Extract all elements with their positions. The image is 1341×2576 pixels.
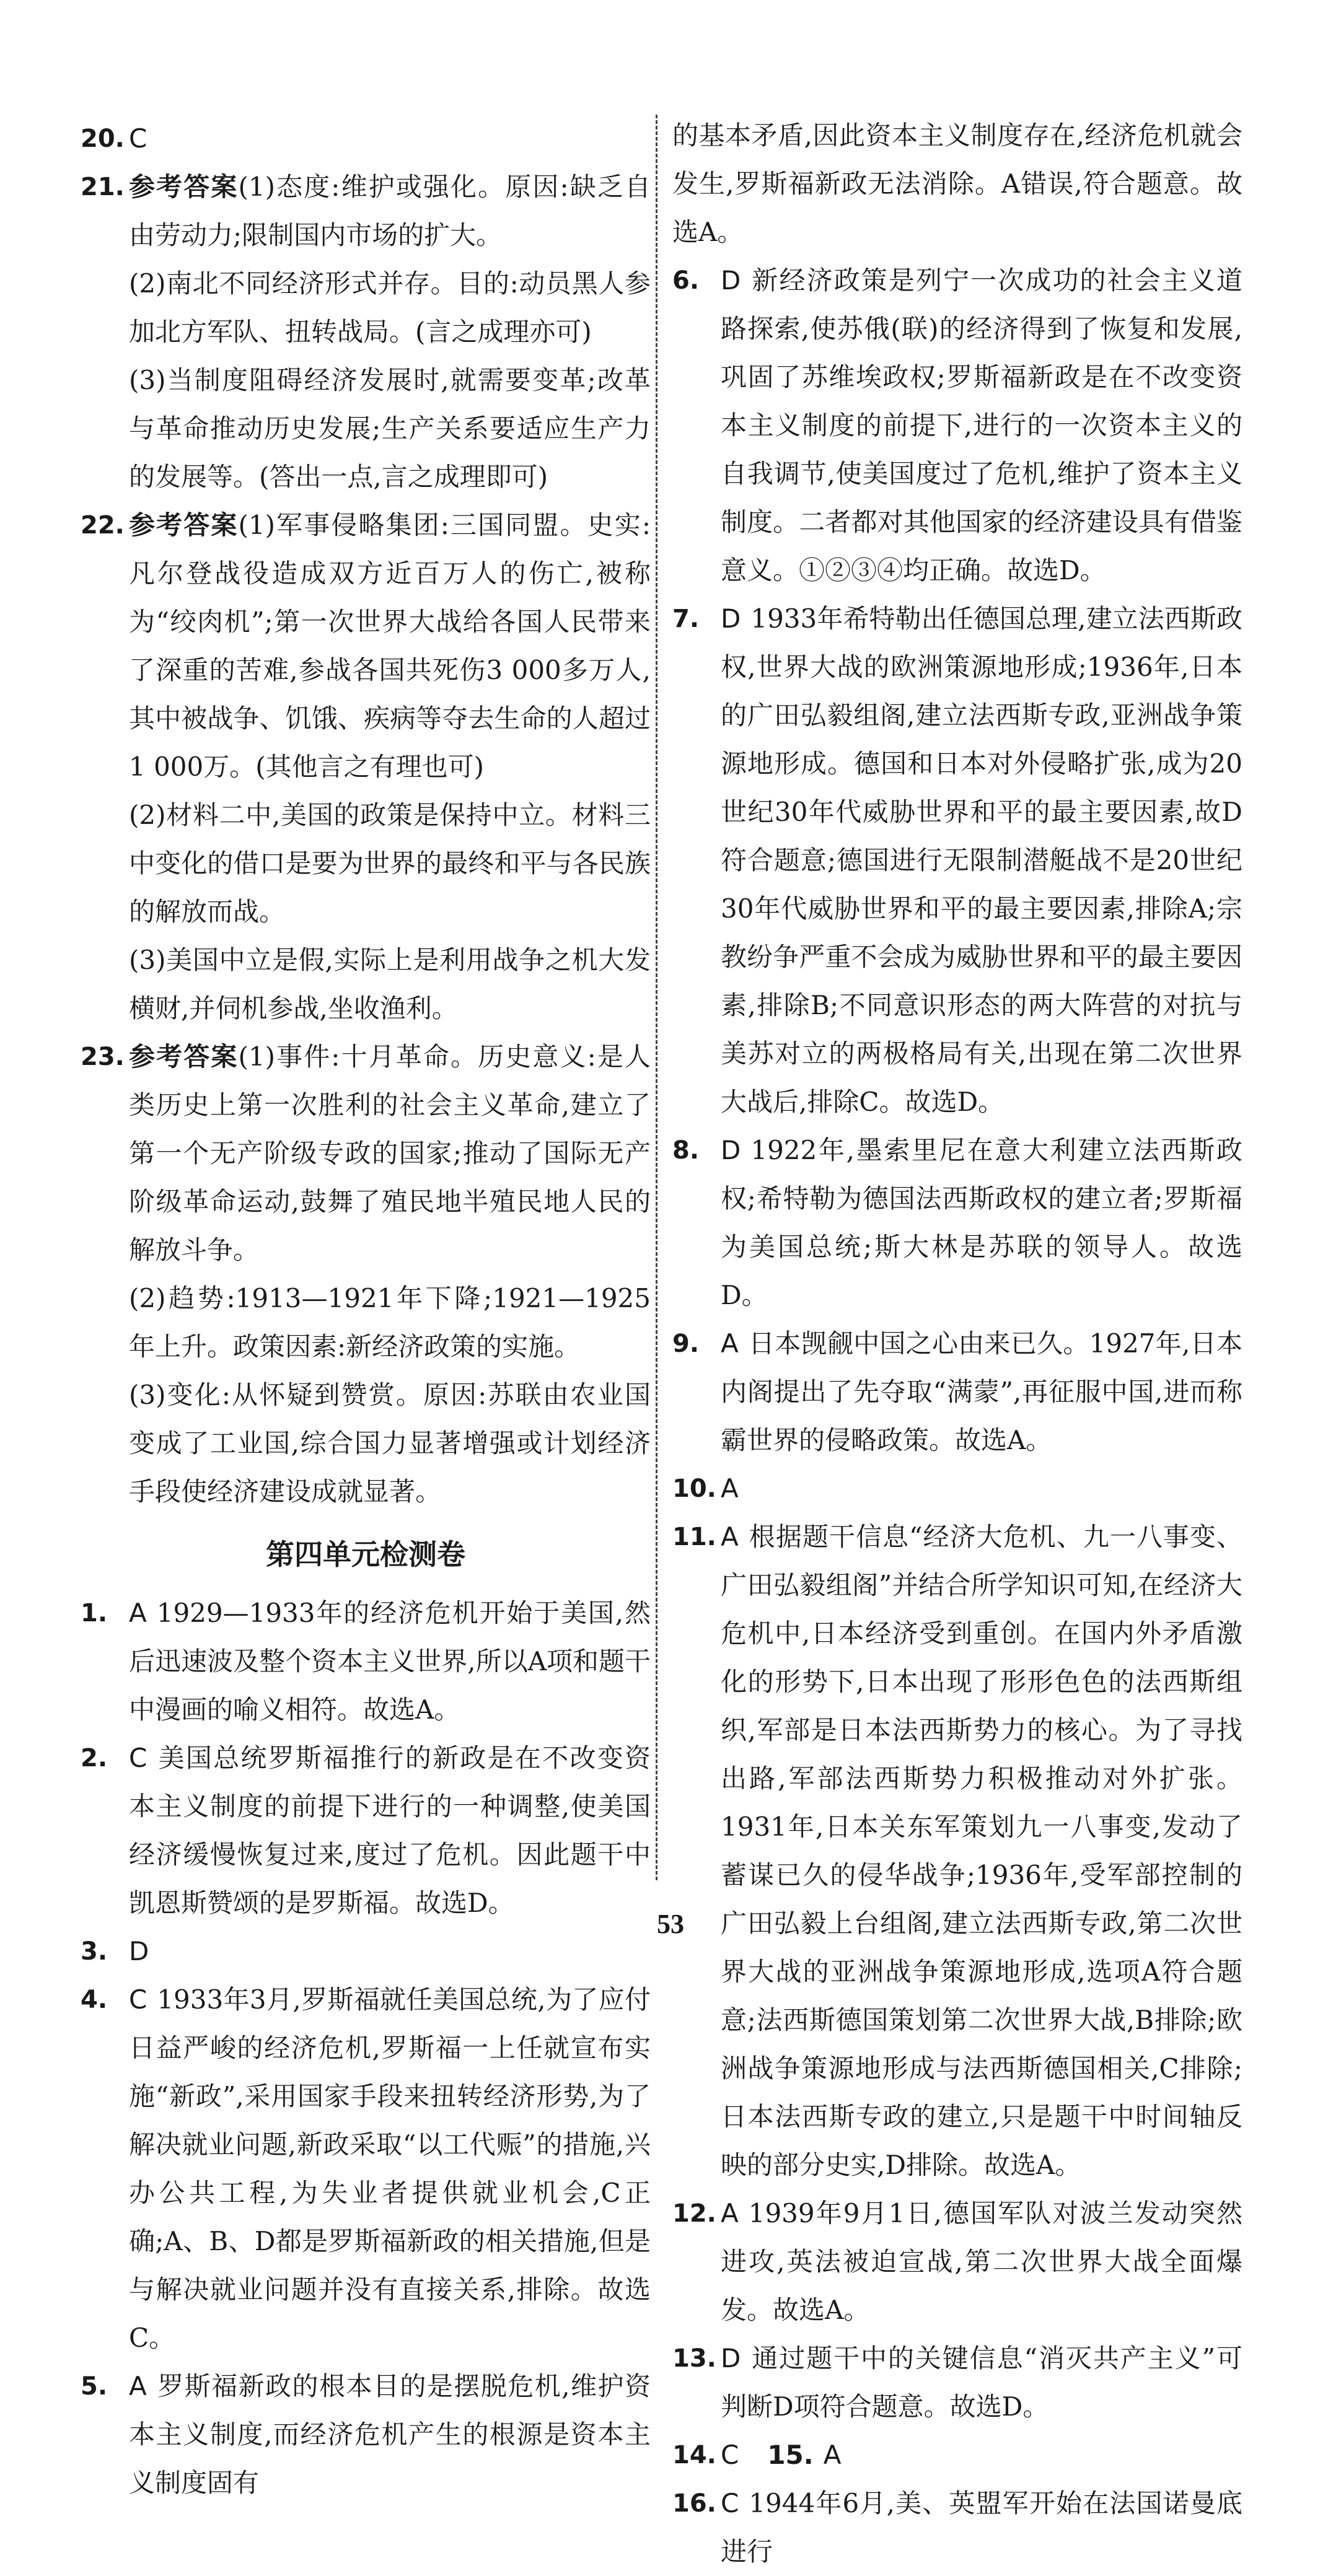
answer-item	[81, 1734, 651, 1927]
answer-text: 1933年3月,罗斯福就任美国总统,为了应付日益严峻的经济危机,罗斯福一上任就宣布实施“新政”,采用国家手段来扭转经济形势,为了解决就业问题,新政采取“以工代赈”的措施,兴办公共工程,为失业者提供就业机会,C正确;A、B、D都是罗斯福新政的相关措施,但是与解决就业问题并没有直接关系,排除。故选C。	[129, 1984, 651, 2353]
item-number: 1.	[81, 1599, 108, 1628]
item-answer: A	[721, 1522, 739, 1552]
answer-list-right	[672, 112, 1242, 2576]
item-number: 15.	[767, 2440, 814, 2470]
item-answer: D	[721, 265, 741, 296]
item-number: 9.	[672, 1330, 700, 1358]
answer-item	[81, 1976, 651, 2362]
page-number: 53	[657, 1909, 684, 1939]
item-answer: C	[721, 2440, 739, 2470]
answer-text: 日本觊觎中国之心由来已久。1927年,日本内阁提出了先夺取“满蒙”,再征服中国,进而称霸世界的侵略政策。故选A。	[721, 1328, 1242, 1455]
item-number: 11.	[672, 1523, 716, 1551]
answer-item	[672, 595, 1242, 1126]
answer-list-part-one	[81, 115, 651, 1516]
answer-item	[672, 2334, 1242, 2431]
answer-list-part-two	[81, 1589, 651, 2507]
answer-text: 通过题干中的关键信息“消灭共产主义”可判断D项符合题意。故选D。	[721, 2343, 1242, 2422]
answer-item	[672, 1465, 1242, 1513]
item-answer: C	[721, 2488, 739, 2518]
item-answer: A	[721, 2198, 739, 2228]
answer-text: 根据题干信息“经济大危机、九一八事变、广田弘毅组阁”并结合所学知识可知,在经济大危机中,日本经济受到重创。在国内外矛盾激化的形势下,日本出现了形形色色的法西斯组织,军部是日本法西斯势力的核心。为了寻找出路,军部法西斯势力积极推动对外扩张。1931年,日本关东军策划九一八事变,发动了蓄谋已久的侵华战争;1936年,受军部控制的广田弘毅上台组阁,建立法西斯专政,第二次世界大战的亚洲战争策源地形成,选项A符合题意;法西斯德国策划第二次世界大战,B排除;欧洲战争策源地形成与法西斯德国相关,C排除;日本法西斯专政的建立,只是题干中时间轴反映的部分史实,D排除。故选A。	[721, 1522, 1242, 2180]
answer-keyword: 参考答案	[129, 172, 239, 202]
answer-text: 1939年9月1日,德国军队对波兰发动突然进攻,英法被迫宣战,第二次世界大战全面爆发。故选A。	[721, 2198, 1242, 2325]
answer-item	[672, 2431, 1242, 2479]
item-number: 20.	[81, 125, 125, 153]
item-number: 22.	[81, 511, 125, 540]
item-answer: D	[721, 2343, 741, 2373]
item-number: 5.	[81, 2372, 108, 2401]
answer-text: 1929—1933年的经济危机开始于美国,然后迅速波及整个资本主义世界,所以A项和题干中漫画的喻义相符。故选A。	[129, 1598, 651, 1725]
item-number: 2.	[81, 1744, 108, 1772]
item-answer: D	[721, 1135, 741, 1165]
answer-text: (1)态度:维护或强化。原因:缺乏自由劳动力;限制国内市场的扩大。	[129, 172, 651, 250]
item-number: 6.	[672, 266, 700, 295]
item-answer: A	[823, 2440, 842, 2470]
answer-keyword: 参考答案	[129, 1041, 239, 1072]
answer-text: (2)趋势:1913—1921年下降;1921—1925年上升。政策因素:新经济政策的实施。	[129, 1283, 651, 1362]
item-number: 16.	[672, 2489, 716, 2518]
answer-text: (1)军事侵略集团:三国同盟。史实:凡尔登战役造成双方近百万人的伤亡,被称为“绞肉机”;第一次世界大战给各国人民带来了深重的苦难,参战各国共死伤3 000多万人,其中被战争、饥饿、疾病等夺去生命的人超过1 000万。(其他言之有理也可)	[129, 510, 651, 782]
item-answer: A	[129, 2371, 147, 2401]
item-number: 13.	[672, 2344, 716, 2373]
answer-text: 1933年希特勒出任德国总理,建立法西斯政权,世界大战的欧洲策源地形成;1936年,日本的广田弘毅组阁,建立法西斯专政,亚洲战争策源地形成。德国和日本对外侵略扩张,成为20世纪30年代威胁世界和平的最主要因素,故D符合题意;德国进行无限制潜艇战不是20世纪30年代威胁世界和平的最主要因素,排除A;宗教纷争严重不会成为威胁世界和平的最主要因素,排除B;不同意识形态的两大阵营的对抗与美苏对立的两极格局有关,出现在第二次世界大战后,排除C。故选D。	[721, 603, 1242, 1117]
column-divider	[656, 115, 657, 1880]
item-number: 3.	[81, 1937, 108, 1966]
answer-text: 1922年,墨索里尼在意大利建立法西斯政权;希特勒为德国法西斯政权的建立者;罗斯福为美国总统;斯大林是苏联的领导人。故选D。	[721, 1135, 1242, 1310]
item-number: 14.	[672, 2441, 716, 2469]
answer-item	[672, 2189, 1242, 2334]
answer-text: 美国总统罗斯福推行的新政是在不改变资本主义制度的前提下进行的一种调整,使美国经济缓慢恢复过来,度过了危机。因此题干中凯恩斯赞颂的是罗斯福。故选D。	[129, 1743, 651, 1918]
item-number: 7.	[672, 605, 700, 633]
answer-item	[672, 1513, 1242, 2189]
item-answer: A	[721, 1328, 739, 1359]
item-number: 4.	[81, 1986, 108, 2014]
answer-item	[81, 1033, 651, 1516]
right-column	[672, 112, 1242, 2576]
answer-item	[81, 2362, 651, 2507]
answer-item	[672, 112, 1242, 256]
answer-text: (3)变化:从怀疑到赞赏。原因:苏联由农业国变成了工业国,综合国力显著增强或计划经济手段使经济建设成就显著。	[129, 1380, 651, 1507]
answer-item	[81, 163, 651, 501]
answer-item	[81, 115, 651, 163]
answer-item	[672, 256, 1242, 595]
item-answer: A	[129, 1598, 147, 1628]
answer-item	[672, 1320, 1242, 1465]
answer-item	[672, 2479, 1242, 2576]
left-column	[81, 115, 651, 2507]
item-number: 21.	[81, 173, 125, 201]
answer-item	[81, 1589, 651, 1734]
item-number: 8.	[672, 1136, 700, 1165]
item-answer: C	[129, 1984, 147, 2015]
answer-text: (1)事件:十月革命。历史意义:是人类历史上第一次胜利的社会主义革命,建立了第一个无产阶级专政的国家;推动了国际无产阶级革命运动,鼓舞了殖民地半殖民地人民的解放斗争。	[129, 1041, 651, 1265]
item-answer: C	[129, 1743, 147, 1773]
answer-text: 1944年6月,美、英盟军开始在法国诺曼底进行	[721, 2488, 1242, 2567]
item-number: 12.	[672, 2199, 716, 2228]
answer-text: 的基本矛盾,因此资本主义制度存在,经济危机就会发生,罗斯福新政无法消除。A错误,符合题意。故选A。	[672, 120, 1242, 247]
item-answer: A	[721, 1473, 739, 1504]
section-title: 第四单元检测卷	[266, 1538, 465, 1571]
answer-text: (3)美国中立是假,实际上是利用战争之机大发横财,并伺机参战,坐收渔利。	[129, 945, 651, 1023]
answer-text: 罗斯福新政的根本目的是摆脱危机,维护资本主义制度,而经济危机产生的根源是资本主义制度固有	[129, 2371, 651, 2498]
item-answer: D	[721, 603, 741, 634]
answer-text: (2)南北不同经济形式并存。目的:动员黑人参加北方军队、扭转战局。(言之成理亦可)	[129, 268, 651, 347]
answer-text: (3)当制度阻碍经济发展时,就需要变革;改革与革命推动历史发展;生产关系要适应生产力的发展等。(答出一点,言之成理即可)	[129, 365, 651, 492]
item-answer: D	[129, 1936, 149, 1966]
item-answer: C	[129, 123, 147, 154]
answer-item	[81, 501, 651, 1033]
item-number: 10.	[672, 1474, 716, 1503]
answer-item	[672, 1126, 1242, 1320]
answer-text: 新经济政策是列宁一次成功的社会主义道路探索,使苏俄(联)的经济得到了恢复和发展,巩固了苏维埃政权;罗斯福新政是在不改变资本主义制度的前提下,进行的一次资本主义的自我调节,使美国度过了危机,维护了资本主义制度。二者都对其他国家的经济建设具有借鉴意义。①②③④均正确。故选D。	[721, 265, 1242, 585]
answer-text: (2)材料二中,美国的政策是保持中立。材料三中变化的借口是要为世界的最终和平与各民族的解放而战。	[129, 800, 651, 927]
item-number: 23.	[81, 1043, 125, 1071]
answer-keyword: 参考答案	[129, 510, 239, 540]
